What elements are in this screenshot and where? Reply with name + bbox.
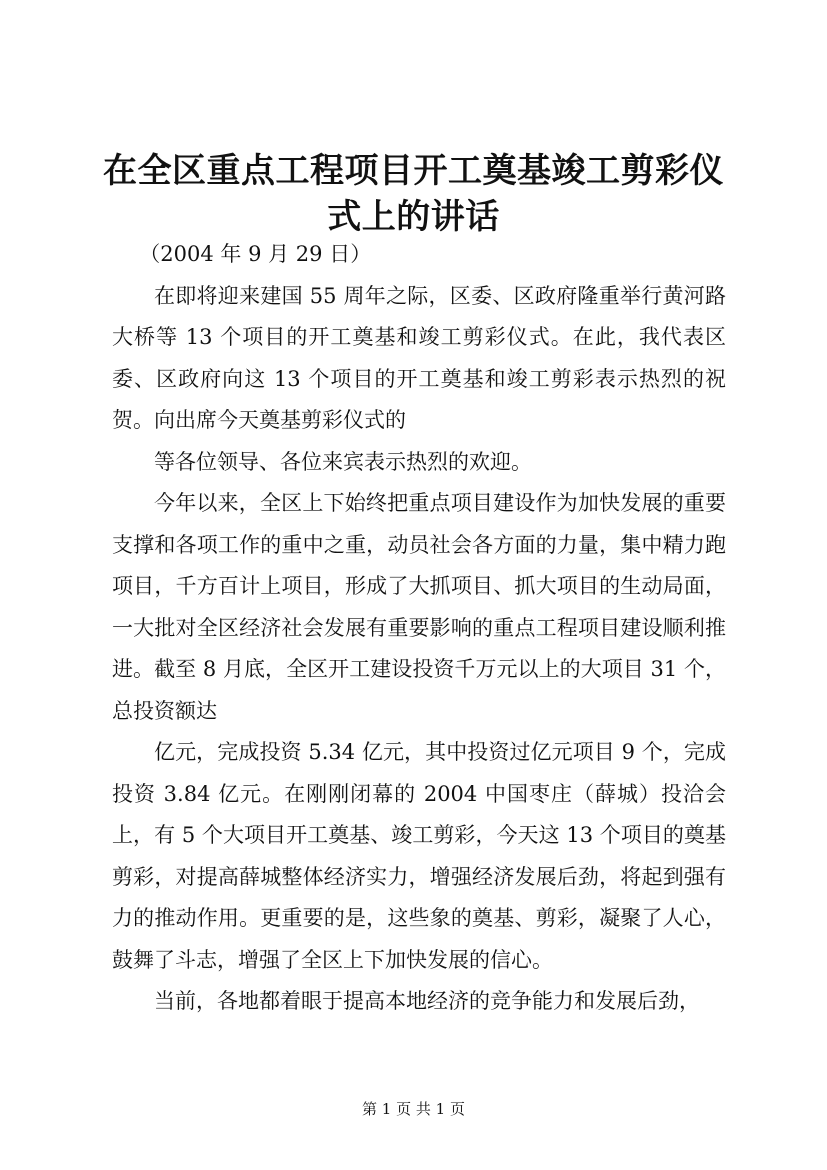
paragraph: 等各位领导、各位来宾表示热烈的欢迎。	[154, 449, 532, 474]
paragraph: 在即将迎来建国 55 周年之际，区委、区政府隆重举行黄河路大桥等 13 个项目的开工奠基和竣工剪彩仪式。在此，我代表区委、区政府向这 13 个项目的开工奠基和竣工剪彩表示热烈的祝贺。向出席今天奠基剪彩仪式的	[112, 283, 726, 432]
paragraph: 当前，各地都着眼于提高本地经济的竞争能力和发展后劲，	[154, 989, 700, 1013]
paragraph: 今年以来，全区上下始终把重点项目建设作为加快发展的重要支撑和各项工作的重中之重，动员社会各方面的力量，集中精力跑项目，千方百计上项目，形成了大抓项目、抓大项目的生动局面，一大批对全区经济社会发展有重要影响的重点工程项目建设顺利推进。截至 8 月底，全区开工建设投资千万元以上的大项目 31 个，总投资额达	[112, 491, 726, 723]
page-number: 第 1 页 共 1 页	[362, 1100, 465, 1118]
paragraph: 亿元，完成投资 5.34 亿元，其中投资过亿元项目 9 个，完成投资 3.84 亿元。在刚刚闭幕的 2004 中国枣庄（薛城）投洽会上，有 5 个大项目开工奠基、竣工剪彩，今天这 13 个项目的奠基剪彩，对提高薛城整体经济实力，增强经济发展后劲，将起到强有力的推动作用。更重要的是，这些象的奠基、剪彩，凝聚了人心，鼓舞了斗志，增强了全区上下加快发展的信心。	[112, 740, 726, 972]
document-body	[112, 234, 726, 1023]
date-line: （2004 年 9 月 29 日）	[139, 242, 372, 266]
document-title: 在全区重点工程项目开工奠基竣工剪彩仪式上的讲话	[103, 151, 724, 237]
